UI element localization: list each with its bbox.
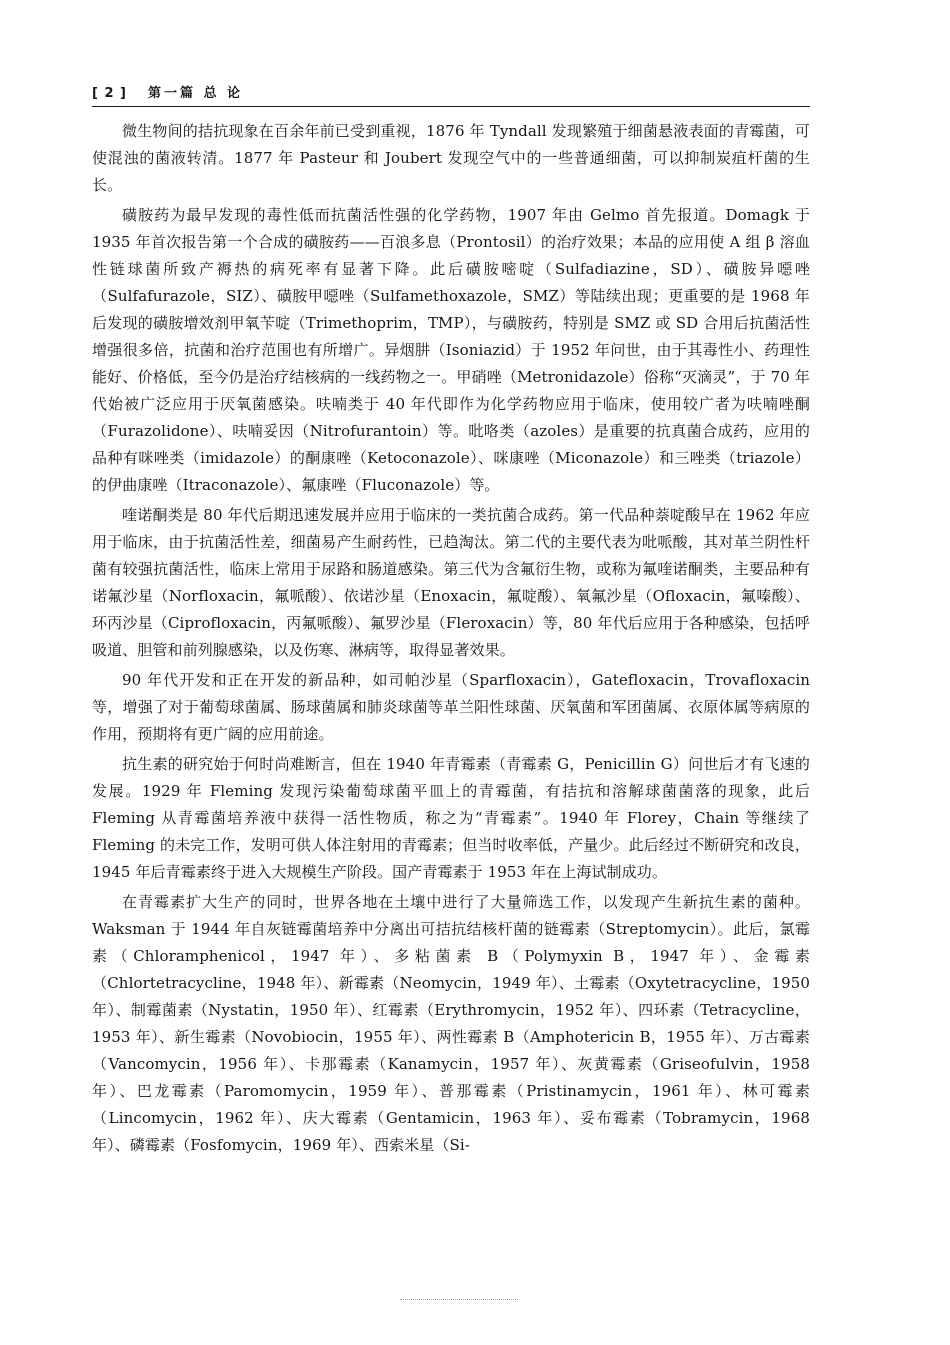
paragraph: 微生物间的拮抗现象在百余年前已受到重视，1876 年 Tyndall 发现繁殖于细菌悬液表面的青霉菌，可使混浊的菌液转清。1877 年 Pasteur 和 Joubert 发现空气中的一些普通细菌，可以抑制炭疽杆菌的生长。 [92, 122, 810, 194]
paragraph: 抗生素的研究始于何时尚难断言，但在 1940 年青霉素（青霉素 G，Penicillin G）问世后才有飞速的发展。1929 年 Fleming 发现污染葡萄球菌平皿上的青霉菌，有拮抗和溶解球菌菌落的现象，此后 Fleming 从青霉菌培养液中获得一活性物质，称之为“青霉素”。1940 年 Florey，Chain 等继续了 Fleming 的未完工作，发明可供人体注射用的青霉素；但当时收率低，产量少。此后经过不断研究和改良，1945 年后青霉素终于进入大规模生产阶段。国产青霉素于 1953 年在上海试制成功。 [92, 755, 810, 881]
body-text [92, 118, 810, 1162]
paragraph: 90 年代开发和正在开发的新品种，如司帕沙星（Sparfloxacin），Gatefloxacin，Trovafloxacin 等，增强了对于葡萄球菌属、肠球菌属和肺炎球菌等革兰阳性球菌、厌氧菌和军团菌属、衣原体属等病原的作用，预期将有更广阔的应用前途。 [92, 671, 810, 743]
paragraph: 在青霉素扩大生产的同时，世界各地在土壤中进行了大量筛选工作，以发现产生新抗生素的菌种。Waksman 于 1944 年自灰链霉菌培养中分离出可拮抗结核杆菌的链霉素（Streptomycin）。此后，氯霉素（Chloramphenicol，1947 年）、多粘菌素 B（Polymyxin B，1947 年）、金霉素（Chlortetracycline，1948 年）、新霉素（Neomycin，1949 年）、土霉素（Oxytetracycline，1950 年）、制霉菌素（Nystatin，1950 年）、红霉素（Erythromycin，1952 年）、四环素（Tetracycline，1953 年）、新生霉素（Novobiocin，1955 年）、两性霉素 B（Amphotericin B，1955 年）、万古霉素（Vancomycin，1956 年）、卡那霉素（Kanamycin，1957 年）、灰黄霉素（Griseofulvin，1958 年）、巴龙霉素（Paromomycin，1959 年）、普那霉素（Pristinamycin，1961 年）、林可霉素（Lincomycin，1962 年）、庆大霉素（Gentamicin，1963 年）、妥布霉素（Tobramycin，1968 年）、磷霉素（Fosfomycin，1969 年）、西索米星（Si- [92, 893, 810, 1154]
scan-artifact [400, 1299, 518, 1300]
section-title: 第一篇 总 论 [148, 86, 244, 101]
paragraph: 喹诺酮类是 80 年代后期迅速发展并应用于临床的一类抗菌合成药。第一代品种萘啶酸早在 1962 年应用于临床，由于抗菌活性差，细菌易产生耐药性，已趋淘汰。第二代的主要代表为吡哌酸，其对革兰阴性杆菌有较强抗菌活性，临床上常用于尿路和肠道感染。第三代为含氟衍生物，或称为氟喹诺酮类，主要品种有诺氟沙星（Norfloxacin，氟哌酸）、依诺沙星（Enoxacin，氟啶酸）、氧氟沙星（Ofloxacin，氟嗪酸）、环丙沙星（Ciprofloxacin，丙氟哌酸）、氟罗沙星（Fleroxacin）等，80 年代后应用于各种感染，包括呼吸道、胆管和前列腺感染，以及伤寒、淋病等，取得显著效果。 [92, 506, 810, 659]
page-number: [ 2 ] [92, 86, 127, 101]
running-header [92, 84, 810, 107]
paragraph: 磺胺药为最早发现的毒性低而抗菌活性强的化学药物，1907 年由 Gelmo 首先报道。Domagk 于 1935 年首次报告第一个合成的磺胺药——百浪多息（Prontosil）的治疗效果；本品的应用使 A 组 β 溶血性链球菌所致产褥热的病死率有显著下降。此后磺胺嘧啶（Sulfadiazine，SD）、磺胺异噁唑（Sulfafurazole，SIZ）、磺胺甲噁唑（Sulfamethoxazole，SMZ）等陆续出现；更重要的是 1968 年后发现的磺胺增效剂甲氧苄啶（Trimethoprim，TMP），与磺胺药，特别是 SMZ 或 SD 合用后抗菌活性增强很多倍，抗菌和治疗范围也有所增广。异烟肼（Isoniazid）于 1952 年问世，由于其毒性小、药理性能好、价格低，至今仍是治疗结核病的一线药物之一。甲硝唑（Metronidazole）俗称“灭滴灵”，于 70 年代始被广泛应用于厌氧菌感染。呋喃类于 40 年代即作为化学药物应用于临床，使用较广者为呋喃唑酮（Furazolidone）、呋喃妥因（Nitrofurantoin）等。吡咯类（azoles）是重要的抗真菌合成药，应用的品种有咪唑类（imidazole）的酮康唑（Ketoconazole）、咪康唑（Miconazole）和三唑类（triazole）的伊曲康唑（Itraconazole）、氟康唑（Fluconazole）等。 [92, 206, 810, 494]
